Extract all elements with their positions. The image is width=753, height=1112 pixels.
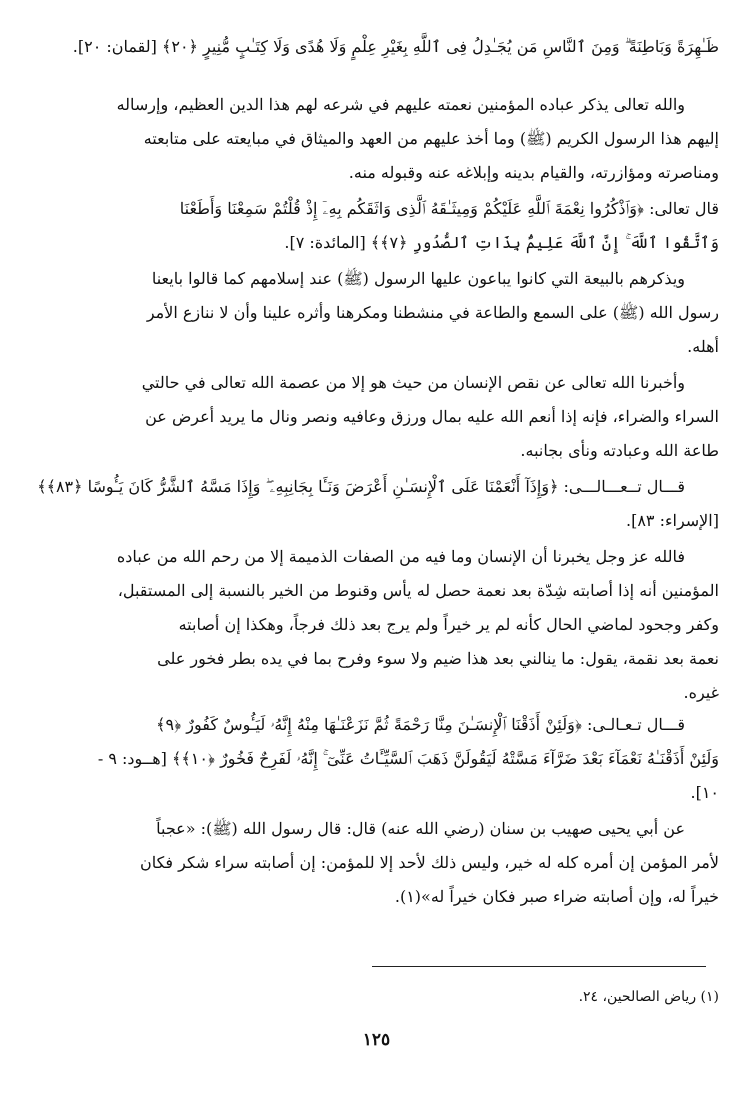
paragraph-verse-luqman	[34, 30, 719, 64]
text-line: وأخبرنا الله تعالى عن نقص الإنسان من حيث هو إلا من عصمة الله تعالى في حالتي	[141, 373, 685, 392]
text-line: خيراً له، وإن أصابته ضراء صبر فكان خيراً له»(١).	[394, 887, 719, 906]
paragraph-pledge	[34, 262, 719, 364]
paragraph-verse-maidah	[34, 192, 719, 260]
footnote-divider	[372, 966, 706, 967]
text-line: طاعة الله وعبادته ونأى بجانبه.	[520, 441, 719, 460]
text-line: وَٱتَّقُوا ٱللَّهَ ۚ إِنَّ ٱللَّهَ عَلِيمٌۢ بِذَاتِ ٱلصُّدُورِ ﴿٧﴾﴾ [المائدة: ٧].	[284, 233, 719, 252]
text-line: [الإسراء: ٨٣].	[625, 511, 719, 530]
text-line: نعمة بعد نقمة، يقول: ما ينالني بعد هذا ضيم ولا سوء وفرح بما في يده بطر فخور على	[157, 649, 719, 668]
text-line: ويذكرهم بالبيعة التي كانوا يباعون عليها الرسول (ﷺ) عند إسلامهم كما قالوا بايعنا	[151, 269, 685, 288]
paragraph-explanation	[34, 540, 719, 710]
paragraph-hadith	[34, 812, 719, 914]
paragraph-human-deficiency	[34, 366, 719, 468]
text-line: قـــال تـعـالـى: ﴿وَلَئِنْ أَذَقْنَا ٱلْإِنسَـٰنَ مِنَّا رَحْمَةً ثُمَّ نَزَعْنَـٰهَا مِنْهُ إِنَّهُۥ لَيَـُٔوسٌ كَفُورٌ ﴿٩﴾	[156, 715, 685, 734]
text-line: أهله.	[687, 337, 719, 356]
text-line: ومناصرته ومؤازرته، والقيام بدينه وإبلاغه عنه وقبوله منه.	[348, 163, 719, 182]
text-line: قـــال تــعـــالـــى: ﴿وَإِذَآ أَنْعَمْنَا عَلَى ٱلْإِنسَـٰنِ أَعْرَضَ وَنَـَٔا بِجَانِبِهِۦ ۖ وَإِذَا مَسَّهُ ٱلشَّرُّ كَانَ يَـُٔوسًا ﴿٨٣﴾﴾	[37, 477, 685, 496]
text-line: السراء والضراء، فإنه إذا أنعم الله عليه بمال ورزق وعافيه ونصر ونال ما يريد أعرض عن	[145, 407, 719, 426]
text-line: ١٠].	[690, 783, 719, 802]
text-line: قال تعالى: ﴿وَٱذْكُرُوا نِعْمَةَ ٱللَّهِ عَلَيْكُمْ وَمِيثَـٰقَهُ ٱلَّذِى وَاثَقَكُم بِهِۦٓ إِذْ قُلْتُمْ سَمِعْنَا وَأَطَعْنَا	[179, 199, 719, 218]
text-line: ظَـٰهِرَةً وَبَاطِنَةً ۗ وَمِنَ ٱلنَّاسِ مَن يُجَـٰدِلُ فِى ٱللَّهِ بِغَيْرِ عِلْمٍ وَلَا هُدًى وَلَا كِتَـٰبٍ مُّنِيرٍ ﴿٢٠﴾ [لقمان: ٢٠].	[72, 37, 719, 56]
page-number: ١٢٥	[362, 1030, 391, 1050]
text-line: عن أبي يحيى صهيب بن سنان (رضي الله عنه) قال: قال رسول الله (ﷺ): «عجباً	[156, 819, 685, 838]
text-line: وَلَئِنْ أَذَقْنَـٰهُ نَعْمَآءَ بَعْدَ ضَرَّآءَ مَسَّتْهُ لَيَقُولَنَّ ذَهَبَ ٱلسَّيِّـَٔاتُ عَنِّىٓ ۚ إِنَّهُۥ لَفَرِحٌ فَخُورٌ ﴿١٠﴾﴾ [هــود: ٩ -	[97, 749, 719, 768]
paragraph-verse-hud	[34, 708, 719, 810]
text-line: وكفر وجحود لماضي الحال كأنه لم ير خيراً ولم يرج بعد ذلك فرجاً، وهكذا إن أصابته	[178, 615, 719, 634]
text-line: والله تعالى يذكر عباده المؤمنين نعمته عليهم في شرعه لهم هذا الدين العظيم، وإرساله	[116, 95, 685, 114]
text-line: فالله عز وجل يخبرنا أن الإنسان وما فيه من الصفات الذميمة إلا من رحم الله من عباده	[116, 547, 685, 566]
paragraph-blessing	[34, 88, 719, 190]
paragraph-verse-isra	[34, 470, 719, 538]
text-line: غيره.	[683, 683, 719, 702]
footnote: (١) رياض الصالحين، ٢٤.	[578, 989, 719, 1005]
text-line: المؤمنين أنه إذا أصابته شِدّة بعد نعمة حصل له يأس وقنوط من الخير بالنسبة إلى المستقبل،	[117, 581, 719, 600]
text-line: لأمر المؤمن إن أمره كله له خير، وليس ذلك لأحد إلا للمؤمن: إن أصابته سراء شكر فكان	[139, 853, 719, 872]
text-line: إليهم هذا الرسول الكريم (ﷺ) وما أخذ عليهم من العهد والميثاق في مبايعته على متابعته	[143, 129, 719, 148]
text-line: رسول الله (ﷺ) على السمع والطاعة في منشطنا ومكرهنا وأثره علينا وأن لا ننازع الأمر	[146, 303, 719, 322]
